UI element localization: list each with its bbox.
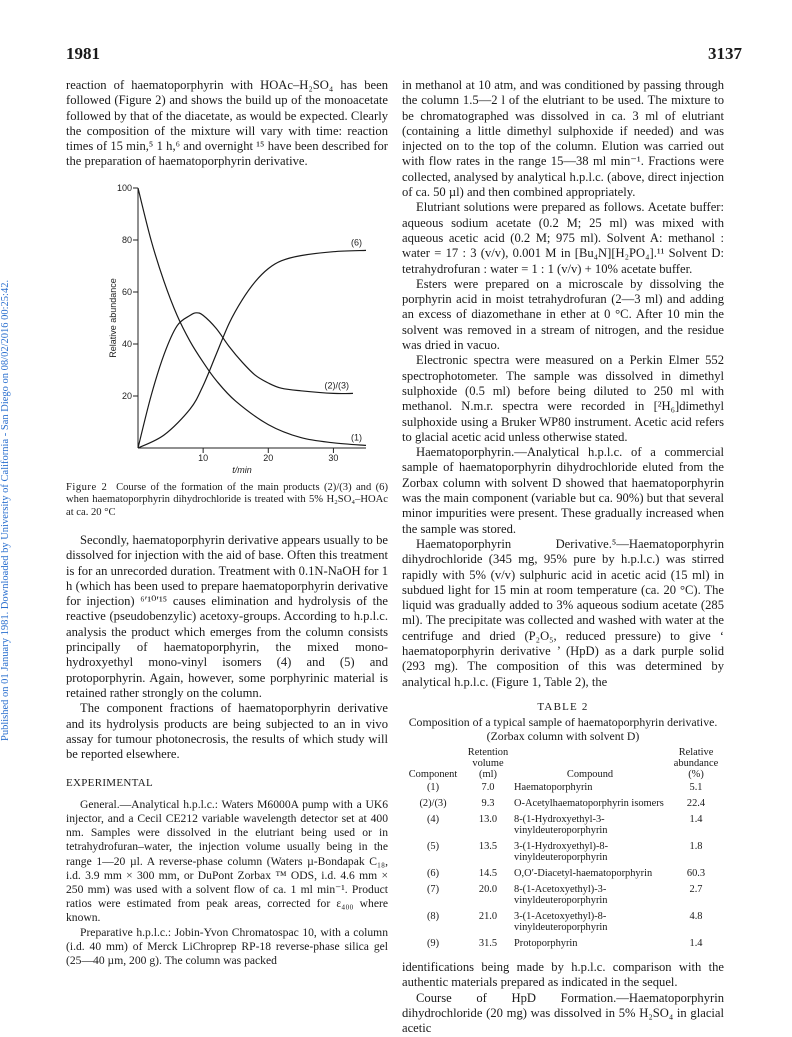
- column-header: Relative abundance (%): [673, 747, 719, 781]
- compound-cell: Protoporphyrin: [514, 938, 578, 950]
- retention-volume-cell: 14.5: [478, 868, 498, 880]
- table-caption: Composition of a typical sample of haematoporphyrin derivative. (Zorbax column with solvent D): [408, 715, 718, 744]
- table-row: [402, 936, 724, 952]
- abundance-cell: 2.7: [689, 884, 703, 896]
- series-line-2: [138, 313, 353, 448]
- header-year: 1981: [66, 44, 100, 63]
- left-column: [66, 78, 388, 968]
- caption-text: Course of the formation of the main products (2)/(3) and (6) when haematoporphyrin dihydrochloride is treated with 5% H₂SO₄–HOAc at ca. 20 °C: [66, 481, 388, 518]
- table-row: [402, 780, 724, 796]
- component-cell: (5): [426, 841, 440, 853]
- paragraph: General.—Analytical h.p.l.c.: Waters M6000A pump with a UK6 injector, and a Cecil CE212 variable wavelength detector set at 400 nm. Samples were dissolved in the elutriant being used or in tetrahydrofuran–water, the injection volume usually being in the range 1—20 µl. A reverse-phase column (Waters µ-Bondapak C₁₈, i.d. 3.9 mm × 300 mm, or DuPont Zorbax ™ ODS, i.d. 4.6 mm × 250 mm) was used with a solvent flow of ca. 1 ml min⁻¹. Product ratios were estimated from peak areas, corrected for ε₄₀₀ where known.: [66, 797, 388, 925]
- y-tick-label: 40: [121, 338, 132, 349]
- abundance-cell: 1.4: [689, 938, 703, 950]
- compound-cell: O,O′-Diacetyl-haematoporphyrin: [514, 868, 653, 880]
- retention-volume-cell: 13.0: [478, 814, 498, 826]
- retention-volume-cell: 20.0: [478, 884, 498, 896]
- component-cell: (2)/(3): [419, 798, 447, 810]
- compound-cell: 3-(1-Acetoxyethyl)-8-vinyldeuteroporphyrin: [514, 911, 608, 934]
- table-row: [402, 839, 724, 866]
- retention-volume-cell: 21.0: [478, 911, 498, 923]
- component-cell: (6): [426, 868, 440, 880]
- paragraph: Preparative h.p.l.c.: Jobin-Yvon Chromatospac 10, with a column (i.d. 40 mm) of Merck LiChroprep RP-18 reverse-phase silica gel (25—40 µm, 200 g). The column was packed: [66, 925, 388, 967]
- paragraph: Secondly, haematoporphyrin derivative appears usually to be dissolved for injection with the aid of base. Often this treatment is for an unrecorded duration. Treatment with 0.1N-NaOH for 1 h (which has been used to prepare haematoporphyrin derivative for injection) ⁶ʹ¹⁰ʹ¹⁵ causes elimination and hydrolysis of the reactive (pseudobenzylic) acetoxy-groups. According to h.p.l.c. analysis the product which emerges from the column consists principally of haematoporphyrin, the mixed mono-hydroxyethyl mono-vinyl isomers (4) and (5) and protoporphyrin. Again, however, some porphyrinic material is retained rather strongly on the column.: [66, 533, 388, 700]
- table-title: TABLE 2: [537, 700, 589, 713]
- paragraph: Electronic spectra were measured on a Perkin Elmer 552 spectrophotometer. The sample was dissolved in dimethyl sulphoxide (0.5 ml) before being diluted to 250 ml with methanol. N.m.r. spectra were recorded in [²H₆]dimethyl sulphoxide using a Bruker WP80 instrument. Acetic acid refers to glacial acetic acid unless otherwise stated.: [402, 353, 724, 444]
- abundance-cell: 22.4: [686, 798, 706, 810]
- retention-volume-cell: 7.0: [481, 782, 495, 794]
- compound-cell: 3-(1-Hydroxyethyl)-8-vinyldeuteroporphyrin: [514, 841, 609, 864]
- column-header: Retention volume (ml): [467, 747, 509, 781]
- composition-table: [402, 747, 724, 952]
- y-axis-label: Relative abundance: [108, 278, 118, 358]
- compound-cell: 8-(1-Acetoxyethyl)-3-vinyldeuteroporphyrin: [514, 884, 608, 907]
- figure-2-chart: [66, 176, 388, 478]
- chart-svg: [66, 176, 388, 478]
- caption-label: Figure 2: [66, 481, 108, 493]
- y-tick-label: 100: [116, 182, 132, 193]
- download-notice[interactable]: Published on 01 January 1981. Downloaded by University of California - San Diego on 08/02/2016 00:25:42.: [0, 279, 11, 741]
- column-header: Compound: [566, 769, 614, 781]
- component-cell: (9): [426, 938, 440, 950]
- header-page-number: 3137: [708, 44, 742, 63]
- table-row: [402, 866, 724, 882]
- y-tick-label: 80: [121, 234, 132, 245]
- series-line-3: [138, 250, 366, 448]
- table-row: [402, 812, 724, 839]
- series-label: (6): [351, 237, 362, 248]
- series-label: (1): [351, 432, 362, 443]
- right-column: [402, 78, 724, 1037]
- column-header: Component: [408, 769, 458, 781]
- compound-cell: Haematoporphyrin: [514, 782, 593, 794]
- paragraph: Haematoporphyrin.—Analytical h.p.l.c. of a commercial sample of haematoporphyrin dihydrochloride eluted from the Zorbax column with solvent D showed that haematoporphyrin was the main component (variable but ca. 90%) but that several minor impurities were present. These gradually increased when the sample was stored.: [402, 445, 724, 536]
- paragraph: identifications being made by h.p.l.c. comparison with the authentic materials prepared as indicated in the sequel.: [402, 960, 724, 990]
- figure-caption: [66, 482, 388, 519]
- paragraph: Haematoporphyrin Derivative.⁵—Haematoporphyrin dihydrochloride (345 mg, 95% pure by h.p.l.c.) was stirred rapidly with 5% (v/v) sulphuric acid in acetic acid (15 ml) in subdued light for 15 min at room temperature (ca. 20 °C). The liquid was gradually added to 3% aqueous sodium acetate (285 ml). The precipitate was collected and washed with water at the centrifuge and dried (P₂O₅, reduced pressure) to give ‘ haematoporphyrin derivative ’ (HpD) as a dark purple solid (293 mg). The composition of this was determined by analytical h.p.l.c. (Figure 1, Table 2), the: [402, 536, 724, 689]
- table-header-row: [402, 747, 724, 780]
- component-cell: (1): [426, 782, 440, 794]
- abundance-cell: 60.3: [686, 868, 706, 880]
- x-tick-label: 20: [263, 452, 274, 463]
- component-cell: (4): [426, 814, 440, 826]
- paragraph: reaction of haematoporphyrin with HOAc–H₂SO₄ has been followed (Figure 2) and shows the build up of the monoacetate followed by that of the diacetate, as would be expected. Clearly the composition of the mixture will vary with time: reaction times of 15 min,⁵ 1 h,⁶ and overnight ¹⁵ have been described for the preparation of haematoporphyrin derivative.: [66, 78, 388, 169]
- x-tick-label: 30: [328, 452, 339, 463]
- paragraph: in methanol at 10 atm, and was conditioned by passing through the column 1.5—2 l of the elutriant to be used. The mixture to be chromatographed was dissolved in ca. 3 ml of elutriant (containing a little dimethyl sulphoxide if needed) and was injected on to the top of the column. Elution was carried out with flow rates in the range 15—38 ml min⁻¹. Fractions were collected, analysed by analytical h.p.l.c. (above, direct injection of ca. 50 µl) and then combined appropriately.: [402, 78, 724, 200]
- paragraph: Esters were prepared on a microscale by dissolving the porphyrin acid in moist tetrahydrofuran (2—3 ml) and adding an excess of diazomethane in ether at 0 °C. After 10 min the solvent was removed in a stream of nitrogen, and the residue was dried in vacuo.: [402, 276, 724, 353]
- compound-cell: O-Acetylhaematoporphyrin isomers: [514, 798, 664, 810]
- component-cell: (7): [426, 884, 440, 896]
- series-line-1: [138, 188, 366, 445]
- retention-volume-cell: 13.5: [478, 841, 498, 853]
- x-axis-label: t/min: [232, 464, 252, 475]
- abundance-cell: 1.8: [689, 841, 703, 853]
- retention-volume-cell: 9.3: [481, 798, 495, 810]
- paragraph: Course of HpD Formation.—Haematoporphyrin dihydrochloride (20 mg) was dissolved in 5% H₂SO₄ in glacial acetic: [402, 990, 724, 1036]
- table-body: [402, 780, 724, 952]
- compound-cell: 8-(1-Hydroxyethyl-3-vinyldeuteroporphyrin: [514, 814, 608, 837]
- x-tick-label: 10: [198, 452, 209, 463]
- y-tick-label: 60: [121, 286, 132, 297]
- table-row: [402, 882, 724, 909]
- section-heading: EXPERIMENTAL: [66, 777, 154, 790]
- table-row: [402, 796, 724, 812]
- paragraph: Elutriant solutions were prepared as follows. Acetate buffer: aqueous sodium acetate (0.2 M; 25 ml) was mixed with aqueous acetic acid (0.2 M; 975 ml). Solvent A: methanol : water = 17 : 3 (v/v), 0.001 M in [Bu₄N][H₂PO₄].¹¹ Solvent D: tetrahydrofuran : water = 1 : 1 (v/v) + 10% acetate buffer.: [402, 200, 724, 276]
- abundance-cell: 5.1: [689, 782, 703, 794]
- paragraph: The component fractions of haematoporphyrin derivative and its hydrolysis products are being subjected to an in vivo assay for tumour photonecrosis, the results of which study will be reported elsewhere.: [66, 701, 388, 762]
- retention-volume-cell: 31.5: [478, 938, 498, 950]
- y-tick-label: 20: [121, 390, 132, 401]
- series-label: (2)/(3): [324, 380, 349, 391]
- component-cell: (8): [426, 911, 440, 923]
- abundance-cell: 1.4: [689, 814, 703, 826]
- abundance-cell: 4.8: [689, 911, 703, 923]
- table-row: [402, 909, 724, 936]
